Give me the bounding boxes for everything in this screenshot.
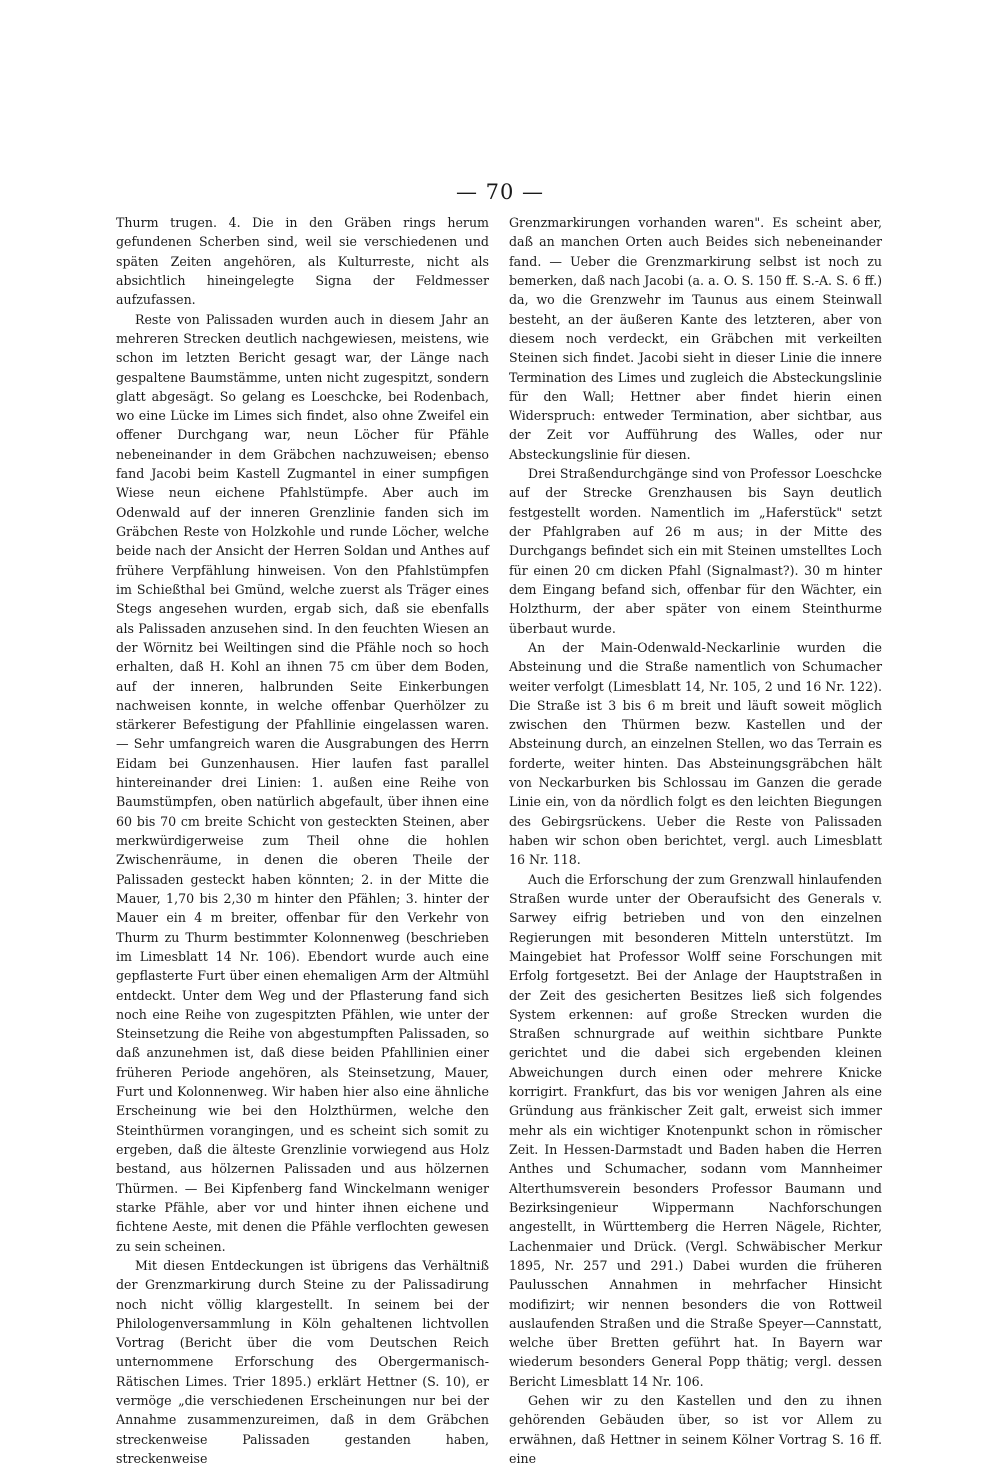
left-text-column [116,213,489,1468]
paragraph: Gehen wir zu den Kastellen und den zu ihnen gehörenden Gebäuden über, so ist vor Allem zu erwähnen, daß Hettner in seinem Kölner Vortrag S. 16 ff. eine [509,1393,882,1466]
paragraph: Reste von Palissaden wurden auch in diesem Jahr an mehreren Strecken deutlich nachgewiesen, meistens, wie schon im letzten Bericht gesagt war, der Länge nach gespaltene Baumstämme, unten nicht zugespitzt, sondern glatt abgesägt. So gelang es Loeschcke, bei Rodenbach, wo eine Lücke im Limes sich findet, also ohne Zweifel ein offener Durchgang war, neun Löcher für Pfähle nebeneinander in dem Gräbchen nachzuweisen; ebenso fand Jacobi beim Kastell Zugmantel in einer sumpfigen Wiese neun eichene Pfahlstümpfe. Aber auch im Odenwald auf der inneren Grenzlinie fanden sich im Gräbchen Reste von Holzkohle und runde Löcher, welche beide nach der Ansicht der Herren Soldan und Anthes auf frühere Verpfählung hinweisen. Von den Pfahlstümpfen im Schießthal bei Gmünd, welche zuerst als Träger eines Stegs angesehen wurden, ergab sich, daß sie ebenfalls als Palissaden anzusehen sind. In den feuchten Wiesen an der Wörnitz bei Weiltingen sind die Pfähle noch so hoch erhalten, daß H. Kohl an ihnen 75 cm über dem Boden, auf der inneren, halbrunden Seite Einkerbungen nachweisen konnte, in welche offenbar Querhölzer zu stärkerer Befestigung der Pfahllinie eingelassen waren. — Sehr umfangreich waren die Ausgrabungen des Herrn Eidam bei Gunzenhausen. Hier laufen fast parallel hintereinander drei Linien: 1. außen eine Reihe von Baumstümpfen, oben natürlich abgefault, über ihnen eine 60 bis 70 cm breite Schicht von gesteckten Steinen, aber merkwürdigerweise zum Theil ohne die hohlen Zwischenräume, in denen die oberen Theile der Palissaden gesteckt haben könnten; 2. in der Mitte die Mauer, 1,70 bis 2,30 m hinter den Pfählen; 3. hinter der Mauer ein 4 m breiter, offenbar für den Verkehr von Thurm zu Thurm bestimmter Kolonnenweg (beschrieben im Limesblatt 14 Nr. 106). Ebendort wurde auch eine gepflasterte Furt über einen ehemaligen Arm der Altmühl entdeckt. Unter dem Weg und der Pflasterung fand sich noch eine Reihe von zugespitzten Pfählen, wie unter der Steinsetzung die Reihe von abgestumpften Palissaden, so daß anzunehmen ist, daß diese beiden Pfahllinien einer früheren Periode angehören, als Steinsetzung, Mauer, Furt und Kolonnenweg. Wir haben hier also eine ähnliche Erscheinung wie bei den Holzthürmen, welche den Steinthürmen vorangingen, und es scheint sich somit zu ergeben, daß die älteste Grenzlinie vorwiegend aus Holz bestand, aus hölzernen Palissaden und aus hölzernen Thürmen. — Bei Kipfenberg fand Winckelmann weniger starke Pfähle, aber vor und hinter ihnen eichene und fichtene Aeste, mit denen die Pfähle verflochten gewesen zu sein scheinen. [116,311,489,1254]
right-text-column [509,213,882,1468]
paragraph: Thurm trugen. 4. Die in den Gräben rings herum gefundenen Scherben sind, weil sie verschiedenen und späten Zeiten angehören, als Kulturreste, nicht als absichtlich hineingelegte Signa der Feldmesser aufzufassen. [116,215,489,308]
page-number: — 70 — [455,180,545,204]
paragraph: Mit diesen Entdeckungen ist übrigens das Verhältniß der Grenzmarkirung durch Steine zu der Palissadirung noch nicht völlig klargestellt. In seinem bei der Philologenversammlung in Köln gehaltenen lichtvollen Vortrag (Bericht über die vom Deutschen Reich unternommene Erforschung des Obergermanisch-Rätischen Limes. Trier 1895.) erklärt Hettner (S. 10), er vermöge „die verschiedenen Erscheinungen nur bei der Annahme zusammenzureimen, daß in dem Gräbchen streckenweise Palissaden gestanden haben, streckenweise [116,1257,489,1466]
paragraph: Grenzmarkirungen vorhanden waren". Es scheint aber, daß an manchen Orten auch Beides sich nebeneinander fand. — Ueber die Grenzmarkirung selbst ist noch zu bemerken, daß nach Jacobi (a. a. O. S. 150 ff. S.-A. S. 6 ff.) da, wo die Grenzwehr im Taunus aus einem Steinwall besteht, an der äußeren Kante des letzteren, aber von diesem noch verdeckt, ein Gräbchen mit verkeilten Steinen sich findet. Jacobi sieht in dieser Linie die innere Termination des Limes und zugleich die Absteckungslinie für den Wall; Hettner aber findet hierin einen Widerspruch: entweder Termination, aber sichtbar, aus der Zeit vor Aufführung des Walles, oder nur Absteckungslinie für diesen. [509,215,882,462]
paragraph: Drei Straßendurchgänge sind von Professor Loeschcke auf der Strecke Grenzhausen bis Sayn deutlich festgestellt worden. Namentlich im „Haferstück" setzt der Pfahlgraben auf 26 m aus; in der Mitte des Durchgangs befindet sich ein mit Steinen umstelltes Loch für einen 20 cm dicken Pfahl (Signalmast?). 30 m hinter dem Eingang befand sich, offenbar für den Wächter, ein Holzthurm, der aber später von einem Steinthurme überbaut wurde. [509,466,882,636]
paragraph: Auch die Erforschung der zum Grenzwall hinlaufenden Straßen wurde unter der Oberaufsicht des Generals v. Sarwey eifrig betrieben und von den einzelnen Regierungen mit besonderen Mitteln unterstützt. Im Maingebiet hat Professor Wolff seine Forschungen mit Erfolg fortgesetzt. Bei der Anlage der Hauptstraßen in der Zeit des gesicherten Besitzes ließ sich folgendes System erkennen: auf große Strecken wurden die Straßen schnurgrade auf weithin sichtbare Punkte gerichtet und die dabei sich ergebenden kleinen Abweichungen durch einen oder mehrere Knicke korrigirt. Frankfurt, das bis vor wenigen Jahren als eine Gründung aus fränkischer Zeit galt, erweist sich immer mehr als ein wichtiger Knotenpunkt schon in römischer Zeit. In Hessen-Darmstadt und Baden haben die Herren Anthes und Schumacher, sodann vom Mannheimer Alterthumsverein besonders Professor Baumann und Bezirksingenieur Wippermann Nachforschungen angestellt, in Württemberg die Herren Nägele, Richter, Lachenmaier und Drück. (Vergl. Schwäbischer Merkur 1895, Nr. 257 und 291.) Dabei wurden die früheren Paulusschen Annahmen in mehrfacher Hinsicht modifizirt; wir nennen besonders die von Rottweil auslaufenden Straßen und die Straße Speyer—Cannstatt, welche über Bretten geführt hat. In Bayern war wiederum besonders General Popp thätig; vergl. dessen Bericht Limesblatt 14 Nr. 106. [509,871,882,1389]
paragraph: An der Main-Odenwald-Neckarlinie wurden die Absteinung und die Straße namentlich von Schumacher weiter verfolgt (Limesblatt 14, Nr. 105, 2 und 16 Nr. 122). Die Straße ist 3 bis 6 m breit und läuft soweit möglich zwischen den Thürmen bezw. Kastellen und der Absteinung durch, an einzelnen Stellen, wo das Terrain es forderte, weiter hinten. Das Absteinungsgräbchen hält von Neckarburken bis Schlossau im Ganzen die gerade Linie ein, von da nördlich folgt es den leichten Biegungen des Gebirgsrückens. Ueber die Reste von Palissaden haben wir schon oben berichtet, vergl. auch Limesblatt 16 Nr. 118. [509,639,882,868]
